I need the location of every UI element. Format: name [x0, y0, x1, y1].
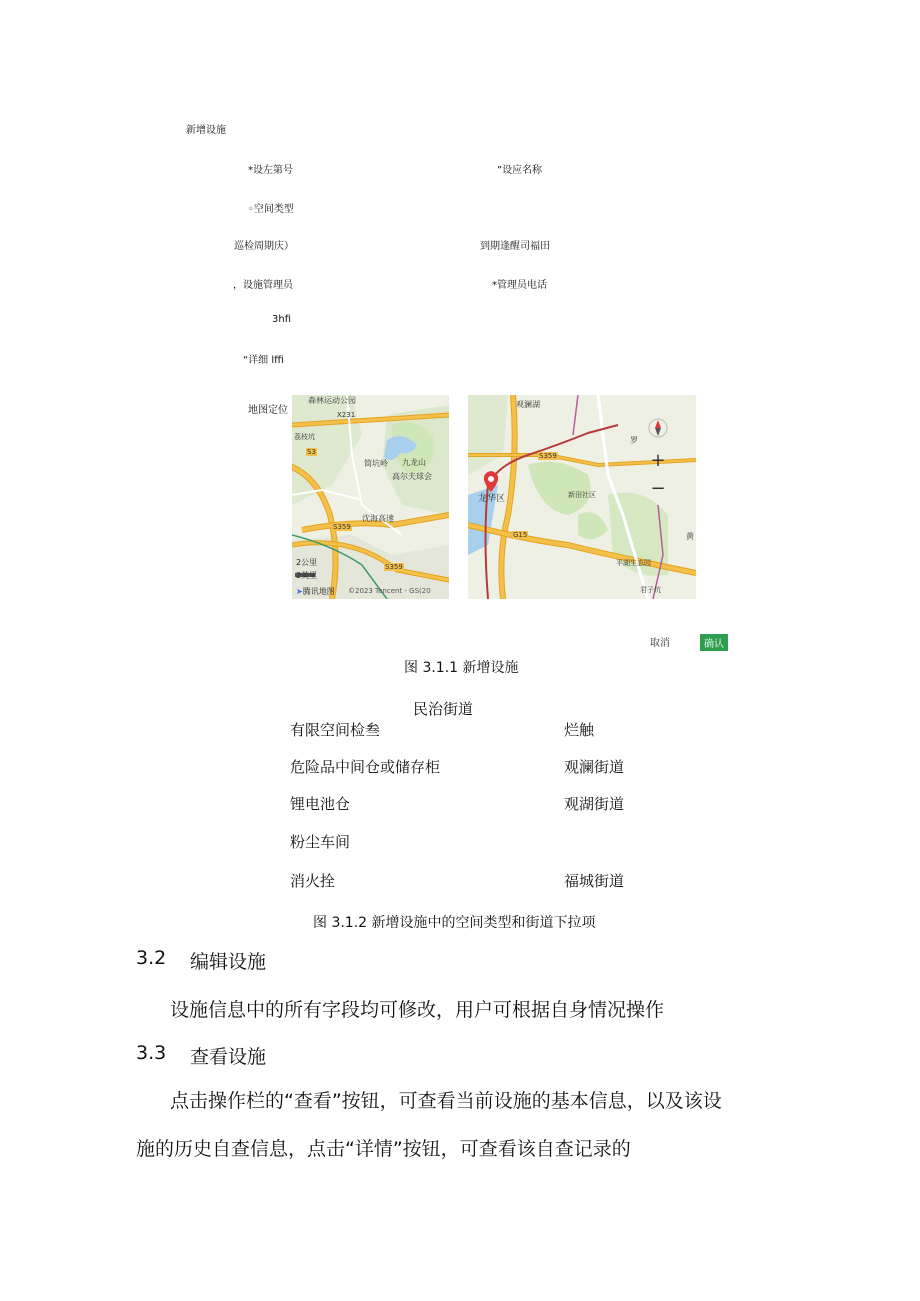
compass-icon[interactable] — [645, 415, 671, 441]
space-type-option[interactable]: 危险品中间仓或储存柜 — [290, 758, 441, 776]
street-label: 到期逢醒司福田 — [480, 241, 550, 252]
map-logo-icon: ➤ — [296, 587, 303, 596]
space-type-option[interactable]: 有限空间检叁 — [290, 721, 381, 739]
compass-svg — [647, 417, 669, 439]
map-logo — [296, 586, 335, 597]
map-right-label-4: 平湖生态园 — [616, 559, 651, 567]
space-type-option[interactable]: 锂电池仓 — [290, 795, 351, 813]
section-3-3-body-line1: 点击操作栏的“查看”按钮，可查看当前设施的基本信息，以及该设 — [170, 1090, 722, 1112]
map-right-label-3: 新田社区 — [568, 491, 596, 499]
figure-caption-1: 图 3.1.1 新增设施 — [404, 660, 519, 676]
zoom-out-button[interactable]: − — [650, 477, 666, 499]
map-right-label-7: 罗 — [630, 436, 638, 445]
map-left-label-6: 高尔夫球会 — [392, 472, 432, 481]
map-left-label-4: 简坑岭 — [364, 459, 388, 468]
form-title: 新增设施 — [186, 125, 226, 136]
extra-text: 3hfi — [272, 314, 291, 325]
map-left-label-1: X231 — [337, 411, 356, 419]
map-left-label-8: 沈海高速 — [362, 514, 394, 523]
map-label: 地图定位 — [248, 405, 288, 416]
map-logo-text: 腾讯地图 — [302, 587, 335, 596]
map-left-label-3: 荔枝坑 — [294, 433, 315, 441]
map-right-label-1: S359 — [539, 452, 557, 460]
map-right-label-6: G15 — [513, 531, 528, 539]
section-3-2-title: 编辑设施 — [190, 951, 267, 973]
map-right-label-2: 龙华区 — [478, 494, 506, 504]
map-left-label-7: S359 — [333, 523, 351, 531]
street-option[interactable]: 观澜街道 — [564, 758, 625, 776]
scale-km: 2公里 — [296, 558, 318, 567]
map-left-label-5: 九龙山 — [402, 458, 426, 467]
street-option[interactable]: 烂触 — [564, 721, 595, 739]
zoom-in-button[interactable]: + — [650, 449, 666, 471]
facility-no-label: *设左第号 — [248, 165, 293, 176]
street-option[interactable]: 福城街道 — [564, 872, 625, 890]
confirm-button[interactable]: 确认 — [700, 634, 728, 651]
map-left-label-0: 森林运动公园 — [308, 396, 356, 405]
map-left-canvas — [292, 395, 449, 599]
section-3-3-title: 查看设施 — [190, 1046, 267, 1068]
figure-caption-2: 图 3.1.2 新增设施中的空间类型和街道下拉项 — [313, 915, 596, 931]
facility-name-label: ”设应名称 — [497, 165, 543, 176]
section-3-3-body-line2: 施的历史自查信息，点击“详情”按钮，可查看该自查记录的 — [136, 1138, 631, 1160]
map-right-label-5: 君子坑 — [640, 586, 661, 594]
manager-label: ，设施管理员 — [233, 280, 293, 291]
detail-label: “详细 lffi — [243, 355, 284, 366]
space-type-option[interactable]: 粉尘车间 — [290, 833, 351, 851]
map-left[interactable] — [292, 395, 449, 599]
section-3-2-body: 设施信息中的所有字段均可修改，用户可根据自身情况操作 — [170, 999, 665, 1021]
map-right[interactable] — [468, 395, 696, 599]
section-3-3-number: 3.3 — [136, 1042, 167, 1064]
manager-phone-label: *管理员电话 — [492, 280, 547, 291]
space-type-option[interactable]: 消火拴 — [290, 872, 336, 890]
street-dropdown-header: 民治街道 — [413, 700, 474, 718]
map-left-label-2: S3 — [307, 448, 316, 456]
street-option[interactable]: 观湖街道 — [564, 795, 625, 813]
cycle-label: 巡检周期庆） — [234, 241, 294, 252]
map-copyright: ©2023 Tencent - GS(20 — [348, 587, 431, 595]
cancel-button[interactable]: 取消 — [650, 638, 670, 649]
map-right-label-0: 观澜湖 — [516, 400, 540, 409]
section-3-2-number: 3.2 — [136, 947, 167, 969]
map-right-label-8: 黄 — [686, 532, 694, 541]
map-left-label-9: S359 — [385, 563, 403, 571]
scale-mi: 2英里 — [296, 571, 318, 580]
space-type-label: ◦空间类型 — [248, 204, 294, 215]
